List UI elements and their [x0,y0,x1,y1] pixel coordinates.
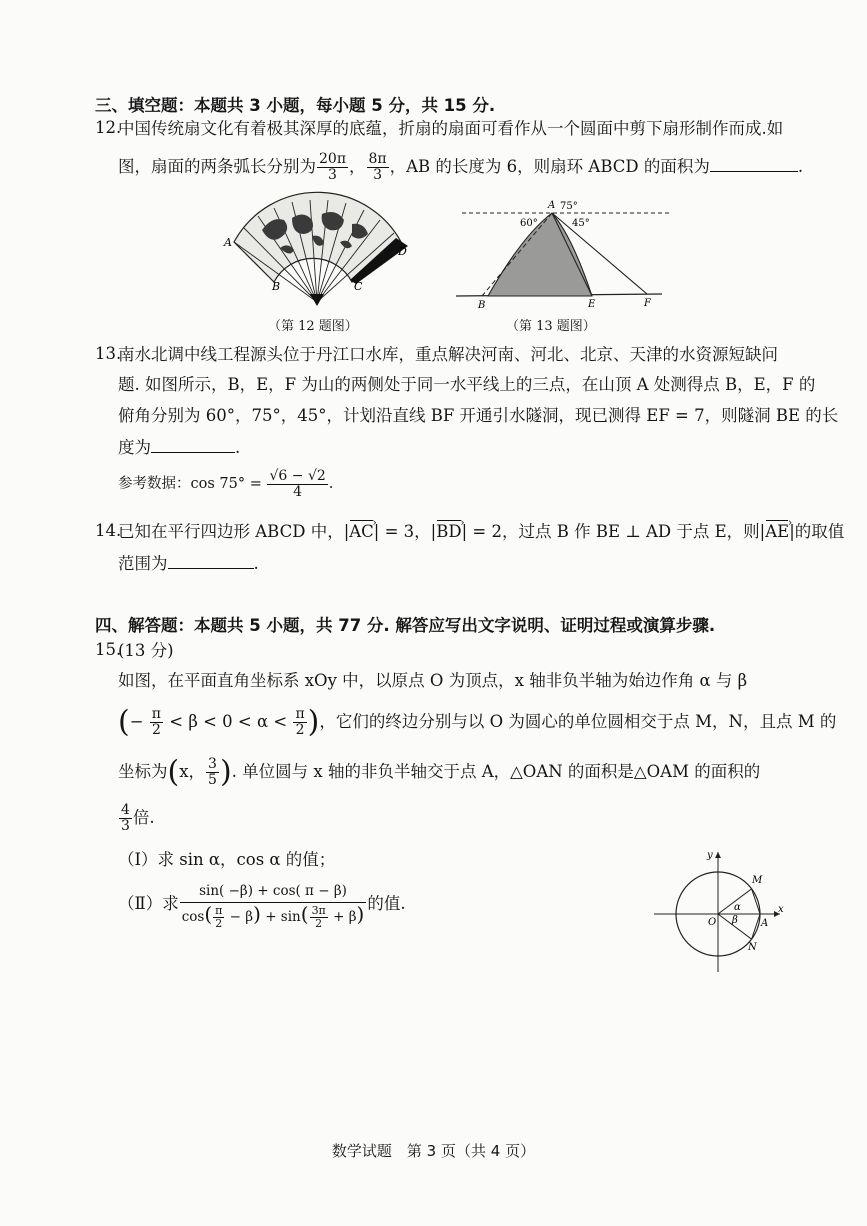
fan-label-B: B [272,280,281,293]
fig13-label-F: F [644,298,651,309]
q15-score: (13 分) [118,641,174,660]
q13-ref-fraction [267,469,327,500]
q14-text-d: |的取值 [789,522,845,541]
q12-answer-blank[interactable] [710,155,798,172]
vector-AC: AC › [349,521,374,543]
label-M: M [752,875,763,886]
vector-AE: AE › [765,521,789,543]
den-sin: + sin [260,908,301,925]
q15-pi-1: π [151,706,161,722]
q13-line3: 俯角分别为 60°，75°，45°，计划沿直线 BF 开通引水隧洞，现已测得 EF = 7，则隧洞 BE 的长 [118,406,839,425]
q12-arc2-fraction [367,152,389,183]
q14-line2-text: 范围为 [118,554,168,573]
section-3-heading: 三、填空题：本题共 3 小题，每小题 5 分，共 15 分. [95,96,496,115]
q14-end: . [253,554,259,573]
label-N: N [748,942,757,953]
q15-ratio-num: 4 [121,802,130,818]
q15-part2-num: sin( −β) + cos( π − β) [180,880,367,903]
q14-line1 [118,521,844,543]
q13-line4 [118,436,240,459]
q13-ref-den: 4 [293,483,303,500]
q15-ratio-line [118,800,155,836]
q12-end: . [797,157,804,176]
segment-MA [752,889,760,914]
y-axis-arrow [715,852,721,858]
fig13-label-E: E [588,299,596,310]
q14-text-b: | = 3，| [373,522,437,541]
q12-number: 12. [95,118,122,137]
q15-line3-text-b: . 单位圆与 x 轴的非负半轴交于点 A，△OAN 的面积是△OAM 的面积的 [231,762,761,781]
q13-line2: 题. 如图所示，B，E，F 为山的两侧处于同一水平线上的三点，在山顶 A 处测得点 B，E，F 的 [118,375,816,394]
q13-line1: 南水北调中线工程源头位于丹江口水库，重点解决河南、河北、北京、天津的水资源短缺问 [118,345,778,364]
q15-line3-text-a: 坐标为 [118,762,168,781]
label-O: O [708,917,717,928]
den-3pi: 3π [311,903,326,917]
q15-coord-den: 5 [208,772,217,788]
den-pi-half [213,905,224,930]
q12-arc1-den: 3 [328,167,337,183]
q15-ratio-den: 3 [121,818,130,834]
q15-coord-num: 3 [208,756,217,772]
fan-pivot [310,294,324,306]
q15-coord-open: ( [167,754,180,790]
q15-paren-open: ( [118,704,130,740]
q15-part2-suffix: 的值. [367,894,406,913]
q13-line4-text: 度为 [118,438,151,457]
q12-line2 [118,150,803,184]
q13-ref-num: √6 − √2 [269,467,326,484]
den-pi: π [215,903,223,917]
fig13-angle60: 60° [520,218,538,229]
fan-label-A: A [224,236,232,249]
q12-arc1-num: 20π [319,151,347,167]
label-x: x [778,904,784,915]
fig13-caption: （第 13 题图） [506,319,596,334]
q15-two-2: 2 [295,722,305,738]
fan-label-D: D [398,245,407,258]
q14-line2 [118,552,259,575]
fig13-angle45: 45° [572,218,590,229]
q14-answer-blank[interactable] [168,552,254,569]
q12-text-b: ，AB 的长度为 6，则扇环 ABCD 的面积为 [389,157,710,176]
q12-arc2-den: 3 [373,167,383,183]
segment-NA [752,914,760,939]
label-beta: β [732,915,738,926]
fig13-label-B: B [478,300,486,311]
q15-coord-close: ) [219,754,232,790]
q15-inequality: < β < 0 < α < [164,712,293,731]
q15-pi-half-1 [150,707,163,738]
q14-text-a: 已知在平行四边形 ABCD 中，| [118,522,350,541]
q15-coord-fraction [206,757,219,788]
section-4-heading: 四、解答题：本题共 5 小题，共 77 分. 解答应写出文字说明、证明过程或演算步骤. [95,616,716,635]
q15-part2-fraction [180,880,367,930]
fig12-caption: （第 12 题图） [268,319,358,334]
q14-text-c: | = 2，过点 B 作 BE ⊥ AD 于点 E，则| [461,522,766,541]
q15-ratio-fraction [119,803,132,834]
fig13-angle75: 75° [560,201,578,212]
q15-line2 [118,702,836,742]
label-y: y [707,850,713,861]
q15-part2-den: cos( $\frac{\pi}{2}$ − β) + sin( $\frac{3\pi}{2}$ + β) [181,901,365,930]
mountain-figure [452,196,677,314]
den-two: 2 [215,916,223,930]
page-footer: 数学试题 第 3 页（共 4 页） [331,1142,536,1160]
q15-minus: − [129,712,149,731]
fan-figure [222,190,412,310]
q13-end: . [235,438,241,457]
q13-ref-end: . [328,476,334,492]
q15-pi-half-2 [293,707,306,738]
label-A: A [761,918,769,929]
q15-pi-2: π [295,706,305,722]
q15-ratio-suffix: 倍. [132,808,155,827]
q15-line2-text: ，它们的终边分别与以 O 为圆心的单位圆相交于点 M，N，且点 M 的 [319,712,837,731]
q12-text-a: 图，扇面的两条弧长分别为 [118,157,316,176]
unit-circle-figure [650,846,790,976]
q12-arc1-fraction [317,152,348,183]
q14-number: 14. [95,521,122,540]
q15-two-1: 2 [151,722,161,738]
q12-line1: 中国传统扇文化有着极其深厚的底蕴，折扇的扇面可看作从一个圆面中剪下扇形制作而成.如 [118,119,784,138]
q12-sep: ， [349,157,366,176]
q15-number: 15. [95,640,122,659]
q15-line1: 如图，在平面直角坐标系 xOy 中，以原点 O 为顶点，x 轴非负半轴为始边作角 α 与 β [118,671,748,690]
q13-ref-label: 参考数据：cos 75° = [118,476,267,492]
fig13-label-A: A [548,200,556,211]
q15-coord-x: x， [179,762,206,781]
den-plus-beta: + β [328,908,357,925]
q15-part1: （Ⅰ）求 sin α，cos α 的值； [118,850,336,869]
label-alpha: α [734,902,741,913]
den-minus-beta: − β [225,908,254,925]
fan-label-C: C [354,280,363,293]
den-cos: cos [181,908,205,925]
q15-part2 [118,876,406,932]
den-3pi-half [310,905,328,930]
q15-paren-close: ) [307,704,320,740]
den-two-2: 2 [315,916,323,930]
q13-answer-blank[interactable] [151,436,235,453]
q13-reference [118,466,333,502]
vector-BD: BD › [436,521,461,543]
q15-part2-prefix: （Ⅱ）求 [118,894,179,913]
q12-arc2-num: 8π [368,151,387,167]
q13-number: 13. [95,344,122,363]
q15-line3 [118,752,760,792]
